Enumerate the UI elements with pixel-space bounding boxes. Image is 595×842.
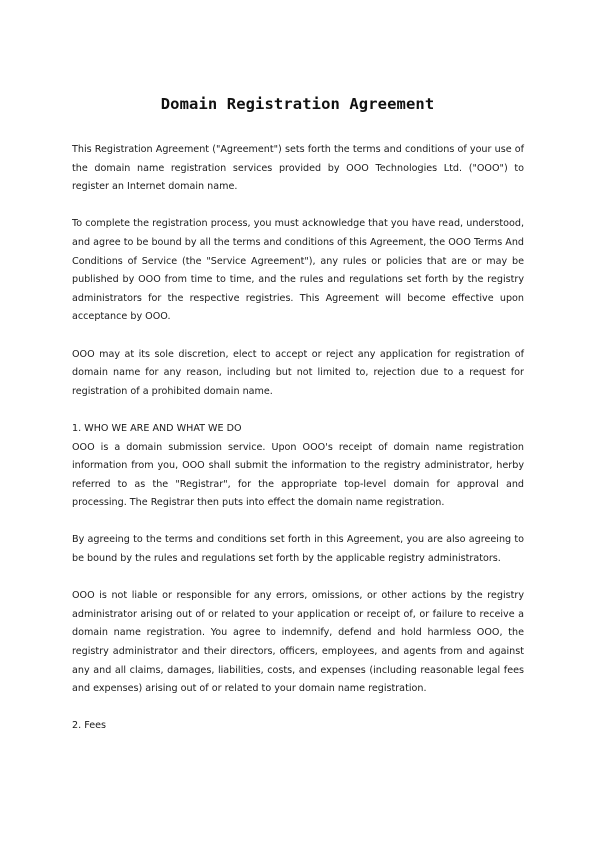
agreeing-paragraph: By agreeing to the terms and conditions set forth in this Agreement, you are also agreeing to be bound by the rules and regulations set forth by the applicable registry administrators. xyxy=(72,534,524,565)
document-title: Domain Registration Agreement xyxy=(160,95,435,113)
discretion-paragraph: OOO may at its sole discretion, elect to accept or reject any application for registration of domain name for any reason, including but not limited to, rejection due to a request for registration of a prohibited domain name. xyxy=(72,348,524,397)
section-1-heading: 1. WHO WE ARE AND WHAT WE DO xyxy=(72,422,242,434)
section-1-body: OOO is a domain submission service. Upon OOO's receipt of domain name registration information from you, OOO shall submit the information to the registry administrator, herby referred to as the "Registrar", for the appropriate top-level domain for approval and processing. The Registrar then puts into effect the domain name registration. xyxy=(72,441,524,509)
registration-process-paragraph: To complete the registration process, you must acknowledge that you have read, understood, and agree to be bound by all the terms and conditions of this Agreement, the OOO Terms And Conditions of Service (the "Service Agreement"), any rules or policies that are or may be published by OOO from time to time, and the rules and regulations set forth by the registry administrators for the respective registries. This Agreement will become effective upon acceptance by OOO. xyxy=(72,218,524,323)
document-body xyxy=(72,141,524,736)
intro-paragraph: This Registration Agreement ("Agreement") sets forth the terms and conditions of your use of the domain name registration services provided by OOO Technologies Ltd. ("OOO") to register an Internet domain name. xyxy=(72,144,524,193)
liability-paragraph: OOO is not liable or responsible for any errors, omissions, or other actions by the registry administrator arising out of or related to your application or receipt of, or failure to receive a domain name registration. You agree to indemnify, defend and hold harmless OOO, the registry administrator and their directors, officers, employees, and agents from and against any and all claims, damages, liabilities, costs, and expenses (including reasonable legal fees and expenses) arising out of or related to your domain name registration. xyxy=(72,590,524,695)
section-2-heading: 2. Fees xyxy=(72,720,106,732)
